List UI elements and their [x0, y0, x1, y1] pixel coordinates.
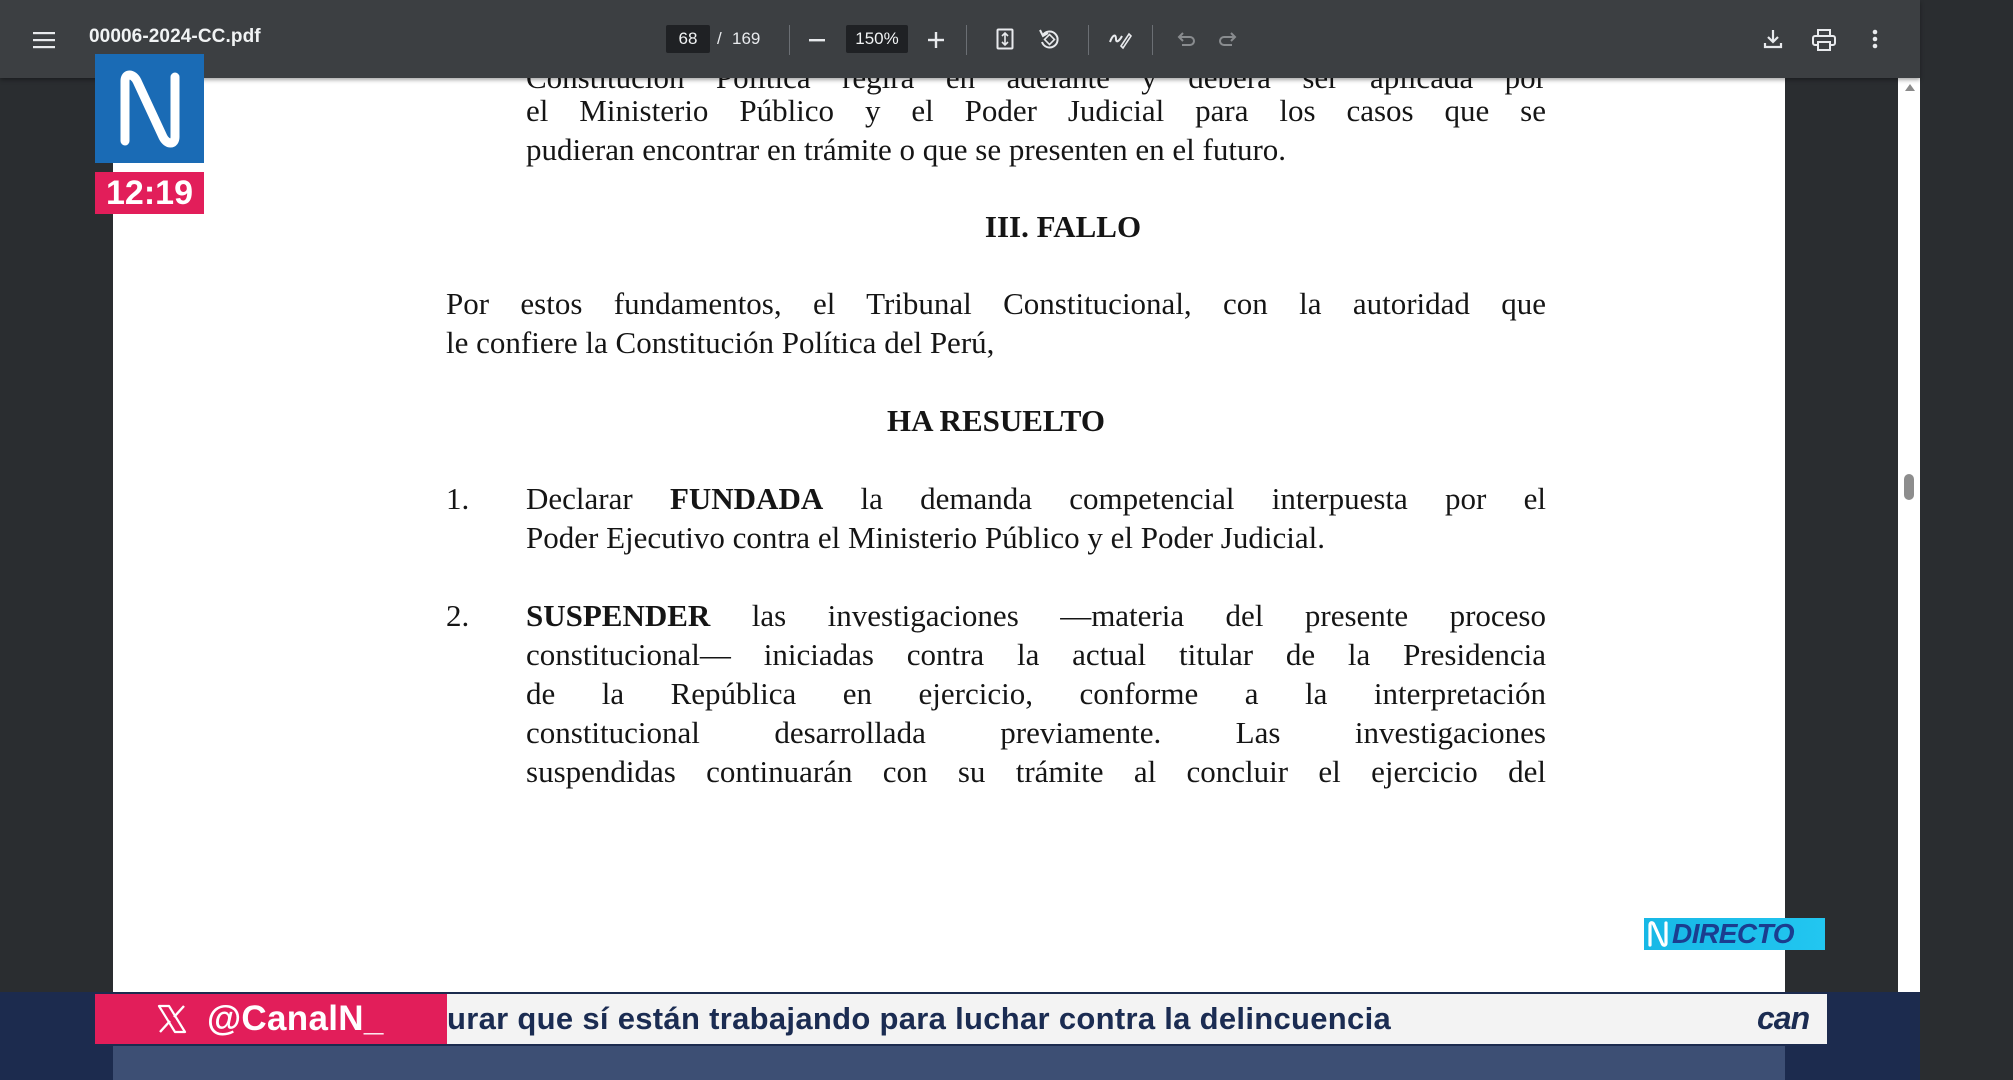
- live-label: DIRECTO: [1672, 918, 1794, 949]
- paragraph-line: Por estos fundamentos, el Tribunal Constitucional, con la autoridad que: [446, 286, 1546, 321]
- channel-n-icon: [1644, 918, 1672, 950]
- scrollbar-thumb[interactable]: [1904, 474, 1914, 500]
- page-separator: /: [717, 29, 722, 48]
- list-item-line: suspendidas continuarán con su trámite al concluir el ejercicio del: [526, 754, 1546, 789]
- paragraph-line: le confiere la Constitución Política del Perú,: [446, 325, 995, 360]
- rotate-icon[interactable]: [1032, 22, 1066, 56]
- paragraph-line: pudieran encontrar en trámite o que se presenten en el futuro.: [526, 132, 1287, 167]
- toolbar-divider: [1152, 25, 1153, 55]
- list-item-emphasis: FUNDADA: [669, 481, 824, 516]
- channel-logo: [95, 54, 204, 163]
- list-item-line: [526, 596, 1546, 635]
- scrollbar-track[interactable]: [1898, 78, 1920, 992]
- minus-icon[interactable]: [801, 24, 833, 56]
- more-vertical-icon[interactable]: [1860, 22, 1890, 56]
- scroll-up-arrow-icon[interactable]: [1905, 84, 1915, 91]
- menu-icon[interactable]: [26, 22, 62, 58]
- list-item-line: de la República en ejercicio, conforme a la interpretación: [526, 676, 1546, 711]
- broadcast-clock: 12:19: [95, 172, 204, 214]
- document-page: [113, 78, 1785, 1080]
- section-heading: III. FALLO: [984, 209, 1142, 244]
- toolbar-divider: [1088, 25, 1089, 55]
- x-icon: [157, 1003, 189, 1035]
- redo-icon[interactable]: [1212, 22, 1246, 56]
- toolbar-divider: [966, 25, 967, 55]
- paragraph-line: el Ministerio Público y el Poder Judicial para los casos que se: [526, 93, 1546, 128]
- news-ticker: [447, 994, 1827, 1044]
- social-handle: @CanalN_: [207, 999, 384, 1038]
- page-total: 169: [732, 29, 761, 48]
- ticker-brand: can: [1757, 1000, 1810, 1036]
- list-item-text: las investigaciones —materia del presente proceso: [751, 598, 1546, 633]
- file-name: 00006-2024-CC.pdf: [89, 26, 261, 47]
- list-item-line: [526, 479, 1546, 518]
- undo-icon[interactable]: [1168, 22, 1202, 56]
- list-item-line: Poder Ejecutivo contra el Ministerio Público y el Poder Judicial.: [526, 520, 1325, 555]
- toolbar-divider: [789, 25, 790, 55]
- list-number: 2.: [446, 598, 470, 633]
- list-item-line: constitucional— iniciadas contra la actual titular de la Presidencia: [526, 637, 1546, 672]
- download-icon[interactable]: [1756, 22, 1790, 56]
- ticker-text: urar que sí están trabajando para luchar contra la delincuencia: [447, 1001, 1392, 1036]
- zoom-input[interactable]: 150%: [846, 25, 908, 53]
- list-item-text: la demanda competencial interpuesta por el: [860, 481, 1546, 516]
- print-icon[interactable]: [1806, 22, 1842, 58]
- social-handle-bar: [95, 994, 447, 1044]
- list-number: 1.: [446, 481, 470, 516]
- lower-third-band: [113, 1046, 1785, 1080]
- pdf-toolbar: [0, 0, 1920, 78]
- page-number-input[interactable]: 68: [666, 25, 710, 53]
- pen-icon[interactable]: [1103, 22, 1137, 56]
- live-badge: [1644, 918, 1825, 950]
- fit-page-icon[interactable]: [988, 22, 1022, 56]
- list-item-line: constitucional desarrollada previamente. Las investigaciones: [526, 715, 1546, 750]
- list-item-emphasis: SUSPENDER: [526, 598, 711, 633]
- list-item-text: Declarar: [526, 481, 633, 516]
- resolution-heading: HA RESUELTO: [887, 403, 1105, 438]
- plus-icon[interactable]: [920, 24, 952, 56]
